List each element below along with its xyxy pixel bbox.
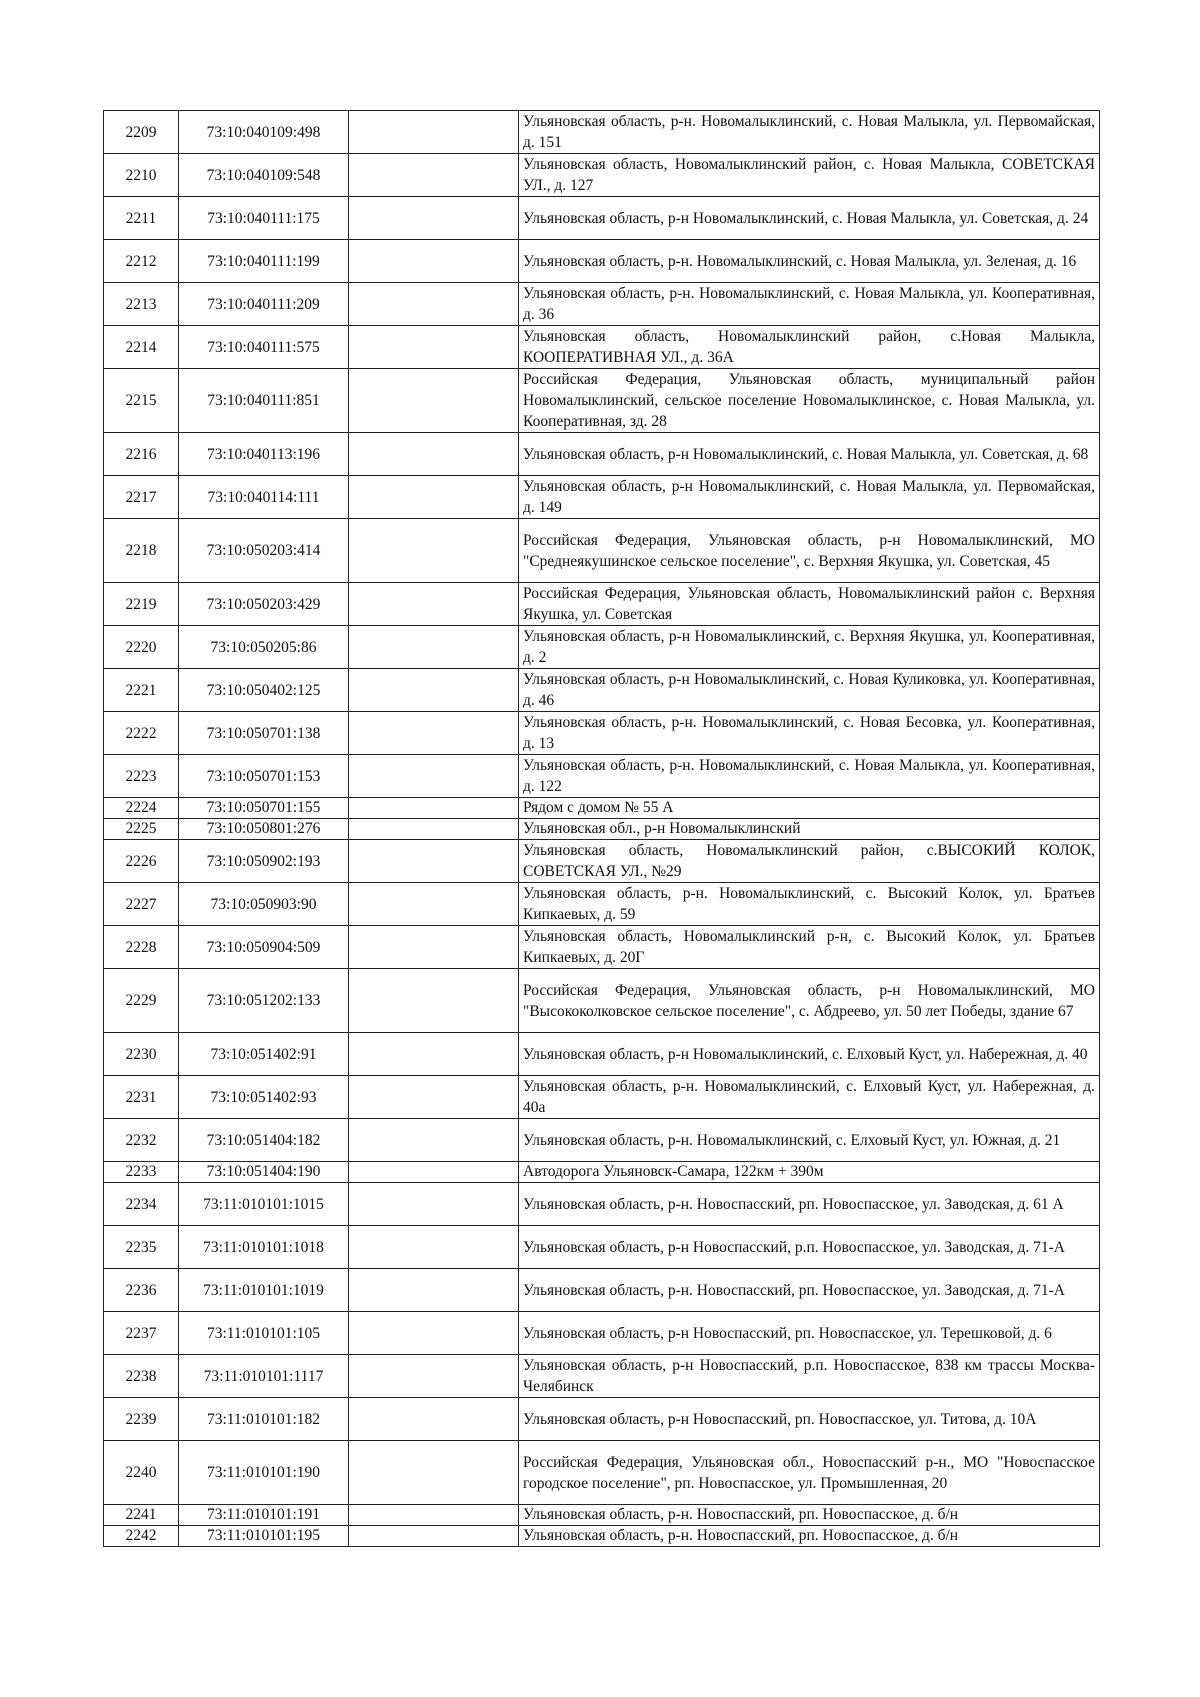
- address-cell: Российская Федерация, Ульяновская обл., Новоспасский р-н., МО "Новоспасское городское поселение", рп. Новоспасское, ул. Промышленная, 20: [519, 1441, 1100, 1505]
- address-cell: Ульяновская область, р-н Новомалыклинский, с. Верхняя Якушка, ул. Кооперативная, д. 2: [519, 626, 1100, 669]
- row-number-cell: 2222: [104, 712, 179, 755]
- table-row: [104, 755, 1100, 798]
- empty-cell: [349, 1312, 519, 1355]
- row-number-cell: 2236: [104, 1269, 179, 1312]
- row-number-cell: 2212: [104, 240, 179, 283]
- empty-cell: [349, 1526, 519, 1547]
- cadastral-number-cell: 73:11:010101:1018: [179, 1226, 349, 1269]
- table-row: [104, 583, 1100, 626]
- cadastral-number-cell: 73:10:051404:190: [179, 1162, 349, 1183]
- address-cell: Ульяновская область, р-н Новомалыклинский, с. Новая Куликовка, ул. Кооперативная, д. 46: [519, 669, 1100, 712]
- row-number-cell: 2235: [104, 1226, 179, 1269]
- table-row: [104, 1119, 1100, 1162]
- table-row: [104, 1526, 1100, 1547]
- cadastral-number-cell: 73:11:010101:1015: [179, 1183, 349, 1226]
- table-row: [104, 840, 1100, 883]
- address-cell: Ульяновская область, р-н Новомалыклинский, с. Новая Малыкла, ул. Советская, д. 68: [519, 433, 1100, 476]
- row-number-cell: 2219: [104, 583, 179, 626]
- address-cell: Ульяновская область, Новомалыклинский район, с.Новая Малыкла, КООПЕРАТИВНАЯ УЛ., д. 36А: [519, 326, 1100, 369]
- empty-cell: [349, 926, 519, 969]
- row-number-cell: 2228: [104, 926, 179, 969]
- address-cell: Ульяновская область, р-н. Новоспасский, рп. Новоспасское, д. б/н: [519, 1505, 1100, 1526]
- empty-cell: [349, 1269, 519, 1312]
- address-cell: Ульяновская область, р-н. Новомалыклинский, с. Высокий Колок, ул. Братьев Кипкаевых, д. 59: [519, 883, 1100, 926]
- cadastral-number-cell: 73:10:040114:111: [179, 476, 349, 519]
- address-cell: Ульяновская область, р-н Новомалыклинский, с. Новая Малыкла, ул. Первомайская, д. 149: [519, 476, 1100, 519]
- address-cell: Ульяновская область, р-н. Новомалыклинский, с. Новая Малыкла, ул. Зеленая, д. 16: [519, 240, 1100, 283]
- table-row: [104, 1505, 1100, 1526]
- table-row: [104, 712, 1100, 755]
- row-number-cell: 2238: [104, 1355, 179, 1398]
- cadastral-number-cell: 73:11:010101:105: [179, 1312, 349, 1355]
- table-row: [104, 433, 1100, 476]
- cadastral-number-cell: 73:10:040111:575: [179, 326, 349, 369]
- address-cell: Российская Федерация, Ульяновская область, Новомалыклинский район с. Верхняя Якушка, ул. Советская: [519, 583, 1100, 626]
- empty-cell: [349, 755, 519, 798]
- empty-cell: [349, 240, 519, 283]
- table-row: [104, 626, 1100, 669]
- row-number-cell: 2226: [104, 840, 179, 883]
- cadastral-number-cell: 73:11:010101:191: [179, 1505, 349, 1526]
- empty-cell: [349, 433, 519, 476]
- row-number-cell: 2242: [104, 1526, 179, 1547]
- row-number-cell: 2216: [104, 433, 179, 476]
- table-row: [104, 1226, 1100, 1269]
- row-number-cell: 2220: [104, 626, 179, 669]
- cadastral-number-cell: 73:10:050701:155: [179, 798, 349, 819]
- cadastral-number-cell: 73:10:040111:199: [179, 240, 349, 283]
- empty-cell: [349, 819, 519, 840]
- address-cell: Ульяновская область, Новомалыклинский район, с.ВЫСОКИЙ КОЛОК, СОВЕТСКАЯ УЛ., №29: [519, 840, 1100, 883]
- row-number-cell: 2230: [104, 1033, 179, 1076]
- row-number-cell: 2232: [104, 1119, 179, 1162]
- empty-cell: [349, 1162, 519, 1183]
- empty-cell: [349, 1033, 519, 1076]
- empty-cell: [349, 1183, 519, 1226]
- table-row: [104, 1441, 1100, 1505]
- row-number-cell: 2214: [104, 326, 179, 369]
- empty-cell: [349, 154, 519, 197]
- row-number-cell: 2223: [104, 755, 179, 798]
- empty-cell: [349, 1441, 519, 1505]
- registry-table-body: [104, 111, 1100, 1547]
- row-number-cell: 2217: [104, 476, 179, 519]
- cadastral-number-cell: 73:10:040109:498: [179, 111, 349, 154]
- cadastral-number-cell: 73:10:050402:125: [179, 669, 349, 712]
- address-cell: Ульяновская область, р-н. Новомалыклинский, с. Елховый Куст, ул. Южная, д. 21: [519, 1119, 1100, 1162]
- cadastral-number-cell: 73:10:051402:91: [179, 1033, 349, 1076]
- row-number-cell: 2234: [104, 1183, 179, 1226]
- table-row: [104, 1033, 1100, 1076]
- row-number-cell: 2240: [104, 1441, 179, 1505]
- table-row: [104, 1183, 1100, 1226]
- empty-cell: [349, 798, 519, 819]
- table-row: [104, 1355, 1100, 1398]
- row-number-cell: 2237: [104, 1312, 179, 1355]
- empty-cell: [349, 1076, 519, 1119]
- row-number-cell: 2224: [104, 798, 179, 819]
- row-number-cell: 2241: [104, 1505, 179, 1526]
- table-row: [104, 883, 1100, 926]
- table-row: [104, 369, 1100, 433]
- table-row: [104, 519, 1100, 583]
- cadastral-number-cell: 73:10:040111:209: [179, 283, 349, 326]
- address-cell: Ульяновская область, р-н. Новомалыклинский, с. Новая Малыкла, ул. Кооперативная, д. 122: [519, 755, 1100, 798]
- row-number-cell: 2233: [104, 1162, 179, 1183]
- table-row: [104, 926, 1100, 969]
- table-row: [104, 1162, 1100, 1183]
- row-number-cell: 2209: [104, 111, 179, 154]
- row-number-cell: 2211: [104, 197, 179, 240]
- address-cell: Ульяновская область, р-н Новомалыклинский, с. Новая Малыкла, ул. Советская, д. 24: [519, 197, 1100, 240]
- cadastral-number-cell: 73:10:050902:193: [179, 840, 349, 883]
- address-cell: Российская Федерация, Ульяновская область, р-н Новомалыклинский, МО "Среднеякушинское сельское поселение", с. Верхняя Якушка, ул. Советская, 45: [519, 519, 1100, 583]
- row-number-cell: 2213: [104, 283, 179, 326]
- cadastral-number-cell: 73:10:051404:182: [179, 1119, 349, 1162]
- table-row: [104, 1076, 1100, 1119]
- address-cell: Ульяновская область, р-н Новомалыклинский, с. Елховый Куст, ул. Набережная, д. 40: [519, 1033, 1100, 1076]
- table-row: [104, 154, 1100, 197]
- table-row: [104, 476, 1100, 519]
- registry-table: [103, 110, 1100, 1547]
- empty-cell: [349, 111, 519, 154]
- empty-cell: [349, 969, 519, 1033]
- row-number-cell: 2227: [104, 883, 179, 926]
- empty-cell: [349, 626, 519, 669]
- cadastral-number-cell: 73:11:010101:190: [179, 1441, 349, 1505]
- address-cell: Ульяновская область, р-н. Новомалыклинский, с. Новая Малыкла, ул. Кооперативная, д. 36: [519, 283, 1100, 326]
- empty-cell: [349, 1226, 519, 1269]
- row-number-cell: 2225: [104, 819, 179, 840]
- empty-cell: [349, 840, 519, 883]
- empty-cell: [349, 283, 519, 326]
- empty-cell: [349, 476, 519, 519]
- table-row: [104, 798, 1100, 819]
- address-cell: Ульяновская область, р-н. Новомалыклинский, с. Новая Малыкла, ул. Первомайская, д. 151: [519, 111, 1100, 154]
- empty-cell: [349, 1119, 519, 1162]
- cadastral-number-cell: 73:11:010101:1019: [179, 1269, 349, 1312]
- cadastral-number-cell: 73:11:010101:1117: [179, 1355, 349, 1398]
- row-number-cell: 2229: [104, 969, 179, 1033]
- address-cell: Ульяновская область, р-н Новоспасский, рп. Новоспасское, ул. Терешковой, д. 6: [519, 1312, 1100, 1355]
- table-row: [104, 111, 1100, 154]
- empty-cell: [349, 369, 519, 433]
- cadastral-number-cell: 73:10:050205:86: [179, 626, 349, 669]
- empty-cell: [349, 1505, 519, 1526]
- cadastral-number-cell: 73:10:040109:548: [179, 154, 349, 197]
- address-cell: Рядом с домом № 55 А: [519, 798, 1100, 819]
- empty-cell: [349, 519, 519, 583]
- address-cell: Ульяновская область, р-н. Новоспасский, рп. Новоспасское, д. б/н: [519, 1526, 1100, 1547]
- cadastral-number-cell: 73:10:050701:153: [179, 755, 349, 798]
- table-row: [104, 1269, 1100, 1312]
- address-cell: Ульяновская область, р-н. Новомалыклинский, с. Новая Бесовка, ул. Кооперативная, д. 13: [519, 712, 1100, 755]
- address-cell: Ульяновская область, р-н Новоспасский, р.п. Новоспасское, ул. Заводская, д. 71-А: [519, 1226, 1100, 1269]
- cadastral-number-cell: 73:10:050203:429: [179, 583, 349, 626]
- address-cell: Ульяновская обл., р-н Новомалыклинский: [519, 819, 1100, 840]
- empty-cell: [349, 583, 519, 626]
- table-row: [104, 1398, 1100, 1441]
- address-cell: Ульяновская область, Новомалыклинский р-н, с. Высокий Колок, ул. Братьев Кипкаевых, д. 20Г: [519, 926, 1100, 969]
- row-number-cell: 2231: [104, 1076, 179, 1119]
- empty-cell: [349, 883, 519, 926]
- address-cell: Ульяновская область, р-н Новоспасский, рп. Новоспасское, ул. Титова, д. 10А: [519, 1398, 1100, 1441]
- cadastral-number-cell: 73:10:040113:196: [179, 433, 349, 476]
- table-row: [104, 969, 1100, 1033]
- empty-cell: [349, 197, 519, 240]
- table-row: [104, 669, 1100, 712]
- row-number-cell: 2215: [104, 369, 179, 433]
- row-number-cell: 2218: [104, 519, 179, 583]
- empty-cell: [349, 712, 519, 755]
- address-cell: Автодорога Ульяновск-Самара, 122км + 390м: [519, 1162, 1100, 1183]
- cadastral-number-cell: 73:10:050801:276: [179, 819, 349, 840]
- cadastral-number-cell: 73:10:040111:175: [179, 197, 349, 240]
- cadastral-number-cell: 73:11:010101:182: [179, 1398, 349, 1441]
- address-cell: Ульяновская область, р-н. Новомалыклинский, с. Елховый Куст, ул. Набережная, д. 40а: [519, 1076, 1100, 1119]
- empty-cell: [349, 1355, 519, 1398]
- cadastral-number-cell: 73:10:050904:509: [179, 926, 349, 969]
- row-number-cell: 2221: [104, 669, 179, 712]
- row-number-cell: 2210: [104, 154, 179, 197]
- table-row: [104, 240, 1100, 283]
- empty-cell: [349, 669, 519, 712]
- table-row: [104, 819, 1100, 840]
- cadastral-number-cell: 73:10:050903:90: [179, 883, 349, 926]
- cadastral-number-cell: 73:10:040111:851: [179, 369, 349, 433]
- cadastral-number-cell: 73:10:050701:138: [179, 712, 349, 755]
- table-row: [104, 197, 1100, 240]
- table-row: [104, 326, 1100, 369]
- cadastral-number-cell: 73:10:051202:133: [179, 969, 349, 1033]
- cadastral-number-cell: 73:10:051402:93: [179, 1076, 349, 1119]
- address-cell: Российская Федерация, Ульяновская область, муниципальный район Новомалыклинский, сельское поселение Новомалыклинское, с. Новая Малыкла, ул. Кооперативная, зд. 28: [519, 369, 1100, 433]
- empty-cell: [349, 326, 519, 369]
- row-number-cell: 2239: [104, 1398, 179, 1441]
- address-cell: Ульяновская область, Новомалыклинский район, с. Новая Малыкла, СОВЕТСКАЯ УЛ., д. 127: [519, 154, 1100, 197]
- cadastral-number-cell: 73:11:010101:195: [179, 1526, 349, 1547]
- cadastral-number-cell: 73:10:050203:414: [179, 519, 349, 583]
- address-cell: Ульяновская область, р-н Новоспасский, р.п. Новоспасское, 838 км трассы Москва-Челябинск: [519, 1355, 1100, 1398]
- table-row: [104, 283, 1100, 326]
- address-cell: Ульяновская область, р-н. Новоспасский, рп. Новоспасское, ул. Заводская, д. 71-А: [519, 1269, 1100, 1312]
- empty-cell: [349, 1398, 519, 1441]
- address-cell: Российская Федерация, Ульяновская область, р-н Новомалыклинский, МО "Высококолковское сельское поселение", с. Абдреево, ул. 50 лет Победы, здание 67: [519, 969, 1100, 1033]
- address-cell: Ульяновская область, р-н. Новоспасский, рп. Новоспасское, ул. Заводская, д. 61 А: [519, 1183, 1100, 1226]
- table-row: [104, 1312, 1100, 1355]
